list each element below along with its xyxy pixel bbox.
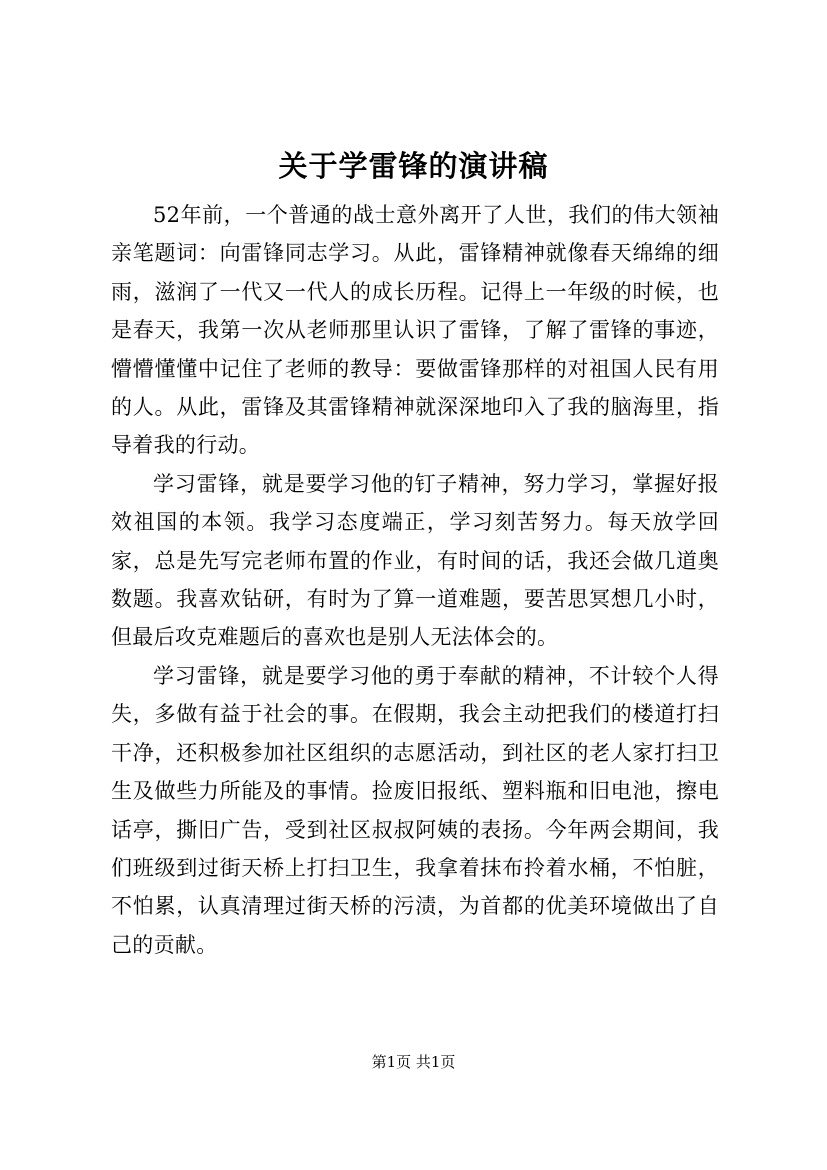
- page-number-footer: 第1页 共1页: [371, 1053, 456, 1071]
- document-body: [111, 196, 719, 964]
- paragraph-3: 学习雷锋，就是要学习他的勇于奉献的精神，不计较个人得失，多做有益于社会的事。在假期，我会主动把我们的楼道打扫干净，还积极参加社区组织的志愿活动，到社区的老人家打扫卫生及做些力所能及的事情。捡废旧报纸、塑料瓶和旧电池，擦电话亭，撕旧广告，受到社区叔叔阿姨的表扬。今年两会期间，我们班级到过街天桥上打扫卫生，我拿着抹布拎着水桶，不怕脏，不怕累，认真清理过街天桥的污渍，为首都的优美环境做出了自己的贡献。: [111, 663, 719, 957]
- paragraph-2: 学习雷锋，就是要学习他的钉子精神，努力学习，掌握好报效祖国的本领。我学习态度端正，学习刻苦努力。每天放学回家，总是先写完老师布置的作业，有时间的话，我还会做几道奥数题。我喜欢钻研，有时为了算一道难题，要苦思冥想几小时，但最后攻克难题后的喜欢也是别人无法体会的。: [111, 471, 719, 650]
- paragraph-1: 52年前，一个普通的战士意外离开了人世，我们的伟大领袖亲笔题词：向雷锋同志学习。从此，雷锋精神就像春天绵绵的细雨，滋润了一代又一代人的成长历程。记得上一年级的时候，也是春天，我第一次从老师那里认识了雷锋，了解了雷锋的事迹，懵懵懂懂中记住了老师的教导：要做雷锋那样的对祖国人民有用的人。从此，雷锋及其雷锋精神就深深地印入了我的脑海里，指导着我的行动。: [111, 203, 719, 458]
- document-title: 关于学雷锋的演讲稿: [278, 149, 549, 183]
